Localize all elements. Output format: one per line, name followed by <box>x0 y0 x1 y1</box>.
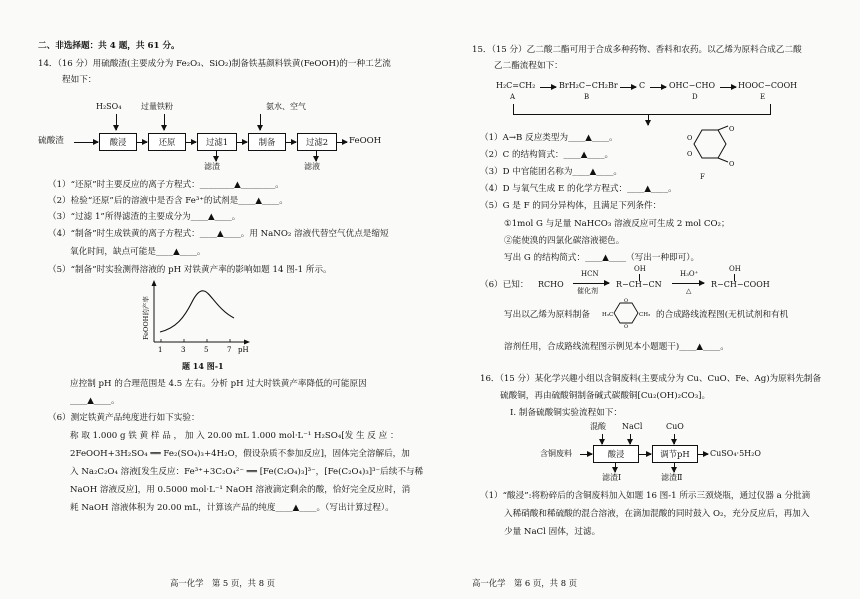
page-6 <box>430 0 860 599</box>
q14-part4a: （4）“制备”时生成铁黄的离子方程式：____▲____。用 NaNO₂ 溶液代替空气优点是缩短 <box>48 229 389 239</box>
q15-part5b: ②能使溴的四氯化碳溶液褪色。 <box>504 236 625 246</box>
page-footer-right: 高一化学 第 6 页，共 8 页 <box>472 578 578 588</box>
arrow-down-iron <box>164 114 165 130</box>
box-acid-leach: 酸浸 <box>99 133 137 151</box>
reagent-h3o: H₃O⁺ <box>680 270 699 278</box>
reagent-ammonia-air: 氨水、空气 <box>266 102 306 111</box>
y-axis-label: FeOOH的产率 <box>142 296 150 340</box>
tick-label: 1 <box>158 346 163 354</box>
label-residue-1: 滤渣Ⅰ <box>602 473 622 482</box>
arrow-down-residue1 <box>615 463 616 472</box>
intermediate-nitrile: R−CH−CN <box>616 280 662 289</box>
box-reduce: 还原 <box>148 133 186 151</box>
q16-part1a: （1）“酸浸”:将粉碎后的含铜废料加入如题 16 图-1 所示三颈烧瓶，通过仪器 a 分批滴 <box>480 491 811 501</box>
flow-start-label: 硫酸渣 <box>38 136 64 146</box>
q14-part5: （5）“制备”时实验测得溶液的 pH 对铁黄产率的影响如题 14 图-1 所示。 <box>48 265 332 275</box>
q15-part6c: 溶剂任用，合成路线流程图示例见本小题题干)____▲____。 <box>504 342 729 352</box>
flow-arrow <box>337 142 347 143</box>
q14-part5c: ____▲____。 <box>70 396 120 406</box>
tick-label: 3 <box>181 346 186 354</box>
arrow-down-nacl <box>630 434 631 444</box>
flow-arrow <box>186 142 196 143</box>
q14-part6e: 耗 NaOH 溶液体积为 20.00 mL，计算该产品的纯度____▲____。（写出计算过程）。 <box>70 503 394 513</box>
q15-intro-line2: 乙二酯流程如下： <box>494 61 563 71</box>
flow-arrow <box>237 142 247 143</box>
scheme-arrow <box>540 87 556 88</box>
scheme-connector <box>513 104 514 114</box>
catalyst-label: 催化剂 <box>577 287 598 295</box>
tick-label: 5 <box>204 346 209 354</box>
q14-part4b: 氧化时间，缺点可能是____▲____。 <box>70 247 206 257</box>
label-residue-2: 滤渣Ⅱ <box>661 473 683 482</box>
reaction-arrow-2 <box>672 283 704 284</box>
reagent-h2so4: H₂SO₄ <box>96 102 122 111</box>
svg-text:O: O <box>687 134 693 142</box>
q14-part1: （1）“还原”时主要反应的离子方程式：________▲________。 <box>48 180 284 190</box>
arrow-down-residue2 <box>674 463 675 472</box>
q15-part5c: 写出 G 的结构简式：____▲____（写出一种即可）。 <box>504 253 700 263</box>
reagent-cuo: CuO <box>666 422 684 431</box>
compound-d-label: D <box>692 93 698 101</box>
q16-part1b: 入稀硝酸和稀硫酸的混合溶液，在滴加混酸的同时鼓入 O₂，充分反应后，再加入 <box>504 509 810 519</box>
reactant-rcho: RCHO <box>538 280 564 289</box>
oh-label-1: OH <box>634 265 646 273</box>
oh-label-2: OH <box>729 265 741 273</box>
q14-intro-line2: 程如下： <box>62 75 97 85</box>
svg-text:O: O <box>729 160 735 168</box>
compound-a: H₂C=CH₂ <box>496 81 536 90</box>
scheme-arrow <box>650 87 666 88</box>
compound-e-label: E <box>760 93 766 101</box>
q14-part2: （2）检验“还原”后的溶液中是否含 Fe³⁺的试剂是____▲____。 <box>48 196 288 206</box>
compound-b: BrH₂C−CH₂Br <box>559 81 618 90</box>
reagent-mixed-acid: 混酸 <box>590 422 606 431</box>
scheme-connector <box>770 104 771 114</box>
svg-text:O: O <box>729 125 735 133</box>
flow-end-cuso4: CuSO₄·5H₂O <box>710 449 761 458</box>
compound-f-structure <box>688 124 740 172</box>
reagent-iron-powder: 过量铁粉 <box>141 102 173 111</box>
q14-part6d: NaOH 溶液反应]，用 0.5000 mol·L⁻¹ NaOH 溶液滴定剩余的酸，恰好完全反应时，消 <box>70 485 411 495</box>
q16-part1c: 少量 NaCl 固体，过滤。 <box>504 527 601 537</box>
q16-intro-line2: 硫酸铜，再由硫酸铜制备碱式碳酸铜[Cu₂(OH)₂CO₃]。 <box>500 391 711 401</box>
chart-caption: 题 14 图-1 <box>182 361 224 371</box>
scheme-arrow <box>620 87 636 88</box>
arrow-down-h2so4 <box>116 114 117 130</box>
compound-b-label: B <box>584 93 590 101</box>
q14-part5b: 应控制 pH 的合理范围是 4.5 左右。分析 pH 过大时铁黄产率降低的可能原因 <box>70 379 367 389</box>
compound-e: HOOC−COOH <box>738 81 798 90</box>
svg-text:O: O <box>687 150 693 158</box>
q14-part6a: 称 取 1.000 g 铁 黄 样 品 ， 加 入 20.00 mL 1.000 mol·L⁻¹ H₂SO₄[发 生 反 应 ： <box>70 431 399 441</box>
target-lactide-structure <box>602 298 654 328</box>
compound-f-label: F <box>700 173 705 181</box>
q14-part6b: 2FeOOH+3H₂SO₄ ══ Fe₂(SO₄)₃+4H₂O，假设杂质不参加反应]，固体完全溶解后，加 <box>70 449 410 459</box>
q14-part3: （3）“过滤 1”所得滤渣的主要成分为____▲____。 <box>48 212 241 222</box>
q15-part6b-pre: 写出以乙烯为原料制备 <box>504 310 590 320</box>
section-title: 二、非选择题：共 4 题，共 61 分。 <box>38 41 180 51</box>
label-residue: 滤渣 <box>204 162 220 171</box>
arrow-down-cuo <box>674 434 675 444</box>
svg-text:O: O <box>624 298 629 304</box>
scheme-connector <box>513 114 771 115</box>
svg-text:H₃C: H₃C <box>602 312 614 318</box>
box-acid-leach-16: 酸浸 <box>593 445 639 463</box>
q16-intro-line1: 16．（15 分）某化学兴趣小组以含铜废料(主要成分为 Cu、CuO、Fe、Ag)为原料先制备 <box>480 374 822 384</box>
ph-yield-chart <box>138 278 258 360</box>
x-axis-label: pH <box>238 346 249 354</box>
compound-c: C <box>639 81 646 90</box>
q15-part2: （2）C 的结构简式：____▲____。 <box>480 150 614 160</box>
box-adjust-ph: 调节pH <box>652 445 698 463</box>
heat-label: △ <box>686 287 692 295</box>
product-acid: R−CH−COOH <box>711 280 770 289</box>
reaction-arrow-1 <box>573 283 609 284</box>
svg-text:O: O <box>624 324 629 330</box>
reagent-hcn: HCN <box>581 270 599 278</box>
tick-label: 7 <box>227 346 232 354</box>
box-filter1: 过滤1 <box>197 133 237 151</box>
label-filtrate: 滤液 <box>304 162 320 171</box>
q14-part6c: 入 Na₂C₂O₄ 溶液[发生反应：Fe³⁺+3C₂O₄²⁻ ══ [Fe(C₂O₄)₃]³⁻，[Fe(C₂O₄)₃]³⁻后续不与稀 <box>70 467 424 477</box>
q15-part3: （3）D 中官能团名称为____▲____。 <box>480 167 623 177</box>
arrow-down-ammonia <box>260 114 261 130</box>
flow-arrow <box>639 454 651 455</box>
q14-intro-line1: 14．（16 分）用硫酸渣(主要成分为 Fe₂O₃、SiO₂)制备铁基颜料铁黄(FeOOH)的一种工艺流 <box>38 59 391 69</box>
q15-part6b-post: 的合成路线流程图(无机试剂和有机 <box>656 310 789 320</box>
q15-intro-line1: 15．（15 分）乙二酸二酯可用于合成多种药物、香料和农药。以乙烯为原料合成乙二酸 <box>472 45 802 55</box>
svg-text:CH₃: CH₃ <box>639 312 651 318</box>
flow-arrow <box>137 142 147 143</box>
flow-arrow <box>580 454 592 455</box>
q15-part5: （5）G 是 F 的同分异构体，且满足下列条件： <box>480 201 662 211</box>
compound-d: OHC−CHO <box>669 81 716 90</box>
arrow-down-residue <box>216 151 217 161</box>
q14-part6: （6）测定铁黄产品纯度进行如下实验： <box>48 413 200 423</box>
reagent-nacl: NaCl <box>622 422 643 431</box>
flow-start-copper-waste: 含铜废料 <box>540 449 572 458</box>
arrow-to-f <box>648 114 649 125</box>
box-prepare: 制备 <box>248 133 286 151</box>
q15-part5a: ①1mol G 与足量 NaHCO₃ 溶液反应可生成 2 mol CO₂； <box>504 219 730 229</box>
q15-part6-lead: （6）已知： <box>480 280 529 290</box>
q15-part1: （1）A→B 反应类型为____▲____。 <box>480 133 618 143</box>
flow-end-label: FeOOH <box>349 136 382 146</box>
flow-arrow <box>74 142 98 143</box>
arrow-down-filtrate <box>316 151 317 161</box>
flow-arrow <box>286 142 296 143</box>
scheme-arrow <box>720 87 736 88</box>
arrow-down-acid <box>602 434 603 444</box>
page-footer-left: 高一化学 第 5 页，共 8 页 <box>170 578 276 588</box>
compound-a-label: A <box>510 93 516 101</box>
flow-arrow <box>698 454 708 455</box>
q16-subtitle: Ⅰ. 制备硫酸铜实验流程如下： <box>510 408 622 418</box>
q15-part4: （4）D 与氧气生成 E 的化学方程式：____▲____。 <box>480 184 677 194</box>
yield-curve <box>160 291 234 332</box>
box-filter2: 过滤2 <box>297 133 337 151</box>
